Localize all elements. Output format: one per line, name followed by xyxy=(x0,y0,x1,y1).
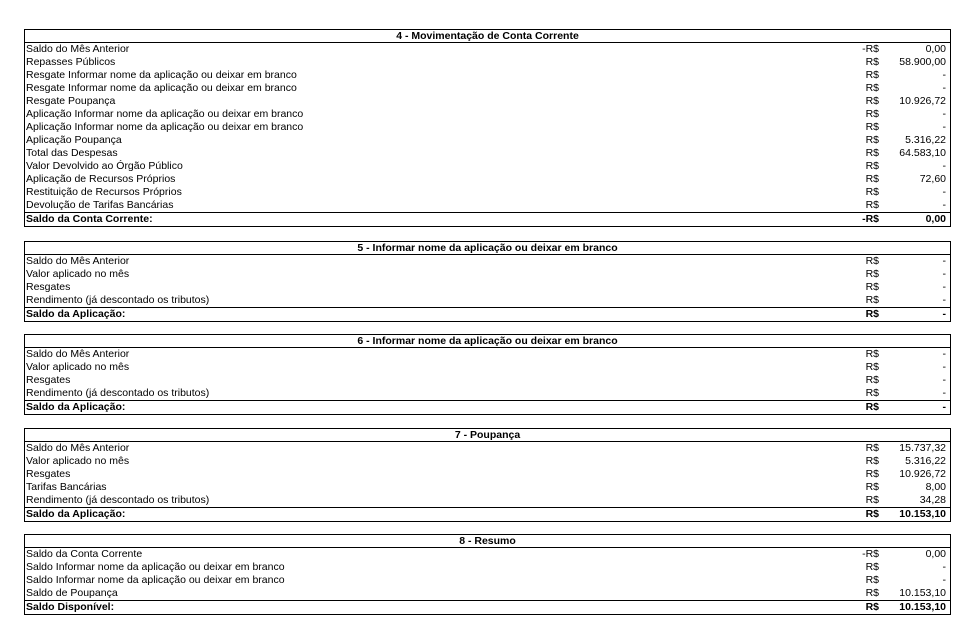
row-label: Saldo Informar nome da aplicação ou deixar em branco xyxy=(26,574,285,586)
row-label: Resgates xyxy=(26,281,71,293)
table-row xyxy=(25,69,950,82)
row-amount: 5.316,22 xyxy=(905,455,946,467)
row-amount: 10.926,72 xyxy=(899,95,946,107)
row-label: Aplicação Poupança xyxy=(26,134,122,146)
row-currency: R$ xyxy=(865,374,879,386)
row-label: Resgate Informar nome da aplicação ou deixar em branco xyxy=(26,82,297,94)
table-row xyxy=(25,561,950,574)
row-amount: 34,28 xyxy=(919,494,946,506)
row-currency: R$ xyxy=(865,442,879,454)
row-label: Saldo Informar nome da aplicação ou deixar em branco xyxy=(26,561,285,573)
total-amount: 10.153,10 xyxy=(899,601,946,613)
row-amount: 0,00 xyxy=(925,43,946,55)
row-currency: R$ xyxy=(865,134,879,146)
table-row xyxy=(25,481,950,494)
row-currency: R$ xyxy=(865,294,879,306)
table-row xyxy=(25,294,950,307)
total-row xyxy=(25,600,950,614)
row-currency: R$ xyxy=(865,95,879,107)
row-label: Resgates xyxy=(26,374,71,386)
row-currency: R$ xyxy=(865,173,879,185)
section-title: 8 - Resumo xyxy=(25,535,950,548)
row-currency: R$ xyxy=(865,481,879,493)
row-currency: R$ xyxy=(865,160,879,172)
row-label: Saldo do Mês Anterior xyxy=(26,43,130,55)
row-currency: R$ xyxy=(865,56,879,68)
row-label: Saldo do Mês Anterior xyxy=(26,255,130,267)
row-currency: R$ xyxy=(865,361,879,373)
table-row xyxy=(25,121,950,134)
table-row xyxy=(25,455,950,468)
total-label: Saldo da Aplicação: xyxy=(26,401,126,413)
table-row xyxy=(25,147,950,160)
row-currency: -R$ xyxy=(862,43,879,55)
total-label: Saldo da Conta Corrente: xyxy=(26,213,153,225)
table-row xyxy=(25,548,950,561)
table-row xyxy=(25,574,950,587)
section-8-resumo xyxy=(24,534,951,615)
table-row xyxy=(25,361,950,374)
total-row xyxy=(25,307,950,321)
row-label: Valor Devolvido ao Órgão Público xyxy=(26,160,183,172)
row-amount: 5.316,22 xyxy=(905,134,946,146)
row-amount: - xyxy=(942,574,946,586)
row-currency: R$ xyxy=(865,69,879,81)
row-label: Rendimento (já descontado os tributos) xyxy=(26,387,210,399)
table-row xyxy=(25,348,950,361)
row-currency: R$ xyxy=(865,108,879,120)
row-amount: 10.926,72 xyxy=(899,468,946,480)
row-currency: R$ xyxy=(865,186,879,198)
total-currency: R$ xyxy=(865,601,879,613)
row-label: Valor aplicado no mês xyxy=(26,455,130,467)
row-amount: - xyxy=(942,160,946,172)
total-label: Saldo da Aplicação: xyxy=(26,508,126,520)
row-label: Saldo do Mês Anterior xyxy=(26,442,130,454)
total-amount: - xyxy=(942,308,946,320)
row-currency: R$ xyxy=(865,199,879,211)
total-label: Saldo Disponível: xyxy=(26,601,115,613)
row-amount: - xyxy=(942,281,946,293)
row-label: Saldo da Conta Corrente xyxy=(26,548,143,560)
table-row xyxy=(25,134,950,147)
total-label: Saldo da Aplicação: xyxy=(26,308,126,320)
table-row xyxy=(25,268,950,281)
row-label: Tarifas Bancárias xyxy=(26,481,107,493)
row-label: Aplicação Informar nome da aplicação ou deixar em branco xyxy=(26,108,304,120)
row-amount: 72,60 xyxy=(919,173,946,185)
table-row xyxy=(25,160,950,173)
row-currency: R$ xyxy=(865,348,879,360)
section-7-poupanca xyxy=(24,428,951,522)
row-currency: -R$ xyxy=(862,548,879,560)
row-amount: 64.583,10 xyxy=(899,147,946,159)
table-row xyxy=(25,281,950,294)
row-amount: - xyxy=(942,186,946,198)
table-row xyxy=(25,108,950,121)
row-amount: 10.153,10 xyxy=(899,587,946,599)
row-currency: R$ xyxy=(865,281,879,293)
row-currency: R$ xyxy=(865,121,879,133)
table-row xyxy=(25,173,950,186)
table-row xyxy=(25,442,950,455)
row-currency: R$ xyxy=(865,494,879,506)
total-currency: -R$ xyxy=(862,213,879,225)
row-amount: 58.900,00 xyxy=(899,56,946,68)
row-amount: - xyxy=(942,121,946,133)
row-amount: - xyxy=(942,199,946,211)
row-label: Devolução de Tarifas Bancárias xyxy=(26,199,174,211)
row-currency: R$ xyxy=(865,387,879,399)
row-label: Saldo do Mês Anterior xyxy=(26,348,130,360)
total-currency: R$ xyxy=(865,401,879,413)
total-row xyxy=(25,400,950,414)
section-title: 5 - Informar nome da aplicação ou deixar em branco xyxy=(25,242,950,255)
row-amount: - xyxy=(942,108,946,120)
row-label: Repasses Públicos xyxy=(26,56,116,68)
row-amount: - xyxy=(942,561,946,573)
row-currency: R$ xyxy=(865,255,879,267)
row-label: Restituição de Recursos Próprios xyxy=(26,186,182,198)
row-amount: - xyxy=(942,348,946,360)
row-amount: - xyxy=(942,361,946,373)
row-label: Aplicação Informar nome da aplicação ou deixar em branco xyxy=(26,121,304,133)
row-label: Aplicação de Recursos Próprios xyxy=(26,173,176,185)
total-amount: - xyxy=(942,401,946,413)
section-title: 6 - Informar nome da aplicação ou deixar em branco xyxy=(25,335,950,348)
row-label: Resgate Informar nome da aplicação ou deixar em branco xyxy=(26,69,297,81)
total-amount: 0,00 xyxy=(925,213,946,225)
total-row xyxy=(25,507,950,521)
row-label: Valor aplicado no mês xyxy=(26,268,130,280)
row-amount: - xyxy=(942,374,946,386)
total-currency: R$ xyxy=(865,308,879,320)
row-currency: R$ xyxy=(865,468,879,480)
row-label: Saldo de Poupança xyxy=(26,587,118,599)
table-row xyxy=(25,186,950,199)
table-row xyxy=(25,587,950,600)
row-label: Resgate Poupança xyxy=(26,95,116,107)
table-row xyxy=(25,494,950,507)
section-title: 4 - Movimentação de Conta Corrente xyxy=(25,30,950,43)
table-row xyxy=(25,255,950,268)
table-row xyxy=(25,56,950,69)
row-amount: - xyxy=(942,268,946,280)
section-5-aplicacao xyxy=(24,241,951,322)
row-label: Total das Despesas xyxy=(26,147,118,159)
row-currency: R$ xyxy=(865,455,879,467)
section-6-aplicacao xyxy=(24,334,951,415)
section-title: 7 - Poupança xyxy=(25,429,950,442)
row-amount: 15.737,32 xyxy=(899,442,946,454)
row-currency: R$ xyxy=(865,82,879,94)
section-4-movimentacao xyxy=(24,29,951,227)
row-currency: R$ xyxy=(865,587,879,599)
table-row xyxy=(25,468,950,481)
row-label: Valor aplicado no mês xyxy=(26,361,130,373)
table-row xyxy=(25,387,950,400)
table-row xyxy=(25,82,950,95)
table-row xyxy=(25,95,950,108)
row-label: Resgates xyxy=(26,468,71,480)
row-label: Rendimento (já descontado os tributos) xyxy=(26,494,210,506)
total-amount: 10.153,10 xyxy=(899,508,946,520)
row-amount: - xyxy=(942,255,946,267)
row-currency: R$ xyxy=(865,268,879,280)
row-amount: - xyxy=(942,387,946,399)
row-amount: 0,00 xyxy=(925,548,946,560)
row-currency: R$ xyxy=(865,147,879,159)
row-amount: 8,00 xyxy=(925,481,946,493)
row-currency: R$ xyxy=(865,561,879,573)
row-amount: - xyxy=(942,294,946,306)
table-row xyxy=(25,199,950,212)
row-label: Rendimento (já descontado os tributos) xyxy=(26,294,210,306)
row-currency: R$ xyxy=(865,574,879,586)
table-row xyxy=(25,43,950,56)
table-row xyxy=(25,374,950,387)
row-amount: - xyxy=(942,82,946,94)
row-amount: - xyxy=(942,69,946,81)
total-currency: R$ xyxy=(865,508,879,520)
total-row xyxy=(25,212,950,226)
